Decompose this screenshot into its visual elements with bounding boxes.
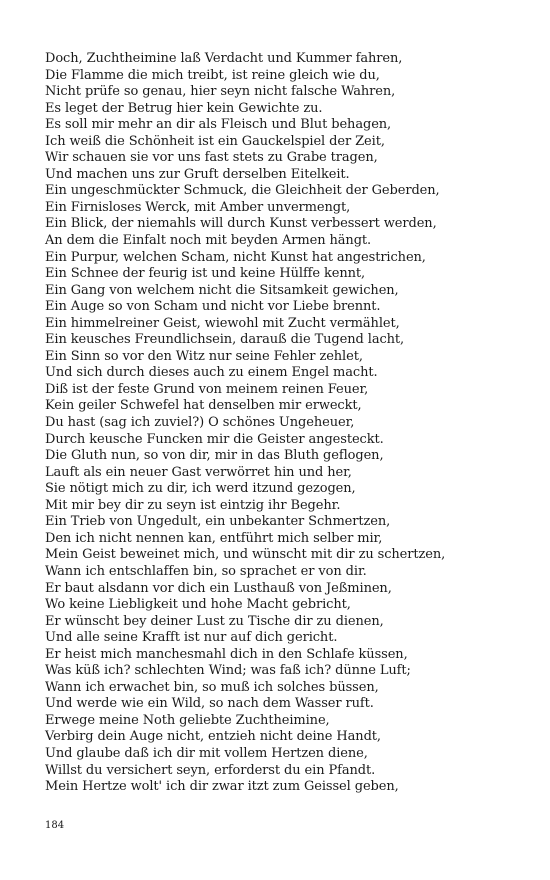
poem-line: Wir schauen sie vor uns fast stets zu Grabe tragen, — [45, 150, 378, 166]
poem-line: Und werde wie ein Wild, so nach dem Wasser ruft. — [45, 696, 374, 712]
poem-line: Wo keine Liebligkeit und hohe Macht gebricht, — [45, 597, 351, 613]
poem-line: Ein ungeschmückter Schmuck, die Gleichheit der Geberden, — [45, 183, 440, 199]
poem-line: Und alle seine Krafft ist nur auf dich gericht. — [45, 630, 338, 646]
poem-line: Er heist mich manchesmahl dich in den Schlafe küssen, — [45, 646, 408, 662]
poem-line: Ein Purpur, welchen Scham, nicht Kunst hat angestrichen, — [45, 249, 426, 265]
page-number: 184 — [45, 820, 65, 831]
poem-line: Du hast (sag ich zuviel?) O schönes Ungeheuer, — [45, 415, 355, 431]
poem-line: Ich weiß die Schönheit ist ein Gauckelspiel der Zeit, — [45, 133, 385, 149]
poem-line: Was küß ich? schlechten Wind; was faß ich? dünne Luft; — [45, 663, 411, 679]
poem-line: Es soll mir mehr an dir als Fleisch und Blut behagen, — [45, 117, 392, 133]
poem-line: Er wünscht bey deiner Lust zu Tische dir zu dienen, — [45, 613, 384, 629]
poem-line: Wann ich entschlaffen bin, so sprachet er von dir. — [45, 563, 367, 579]
poem-line: Ein Firnisloses Werck, mit Amber unvermengt, — [45, 199, 351, 215]
poem-line: Ein Trieb von Ungedult, ein unbekanter Schmertzen, — [45, 514, 391, 530]
poem-line: Willst du versichert seyn, erforderst du ein Pfandt. — [45, 762, 376, 778]
poem-text — [45, 51, 525, 796]
poem-line: Ein Gang von welchem nicht die Sitsamkeit gewichen, — [45, 282, 399, 298]
poem-line: Die Gluth nun, so von dir, mir in das Bluth geflogen, — [45, 448, 384, 464]
poem-line: An dem die Einfalt noch mit beyden Armen hängt. — [45, 233, 372, 249]
poem-line: Mein Hertze wolt' ich dir zwar itzt zum Geissel geben, — [45, 779, 399, 795]
poem-line: Durch keusche Funcken mir die Geister angesteckt. — [45, 431, 384, 447]
poem-line: Erwege meine Noth geliebte Zuchtheimine, — [45, 712, 330, 728]
poem-line: Nicht prüfe so genau, hier seyn nicht falsche Wahren, — [45, 84, 396, 100]
poem-line: Mein Geist beweinet mich, und wünscht mit dir zu schertzen, — [45, 547, 446, 563]
poem-line: Wann ich erwachet bin, so muß ich solches büssen, — [45, 679, 379, 695]
poem-line: Ein Blick, der niemahls will durch Kunst verbessert werden, — [45, 216, 437, 232]
poem-line: Ein Schnee der feurig ist und keine Hülffe kennt, — [45, 266, 366, 282]
poem-line: Und machen uns zur Gruft derselben Eitelkeit. — [45, 166, 350, 182]
poem-line: Er baut alsdann vor dich ein Lusthauß von Jeßminen, — [45, 580, 392, 596]
poem-line: Ein Sinn so vor den Witz nur seine Fehler zehlet, — [45, 348, 363, 364]
poem-line: Ein Auge so von Scham und nicht vor Liebe brennt. — [45, 299, 381, 315]
poem-line: Verbirg dein Auge nicht, entzieh nicht deine Handt, — [45, 729, 381, 745]
poem-line: Es leget der Betrug hier kein Gewichte zu. — [45, 100, 323, 116]
poem-line: Und sich durch dieses auch zu einem Engel macht. — [45, 365, 378, 381]
poem-line: Und glaube daß ich dir mit vollem Hertzen diene, — [45, 745, 368, 761]
poem-line: Sie nötigt mich zu dir, ich werd itzund gezogen, — [45, 481, 356, 497]
poem-line: Mit mir bey dir zu seyn ist eintzig ihr Begehr. — [45, 497, 341, 513]
poem-line: Kein geiler Schwefel hat denselben mir erweckt, — [45, 398, 362, 414]
poem-line: Die Flamme die mich treibt, ist reine gleich wie du, — [45, 67, 380, 83]
poem-line: Lauft als ein neuer Gast verwörret hin und her, — [45, 464, 352, 480]
poem-line: Diß ist der feste Grund von meinem reinen Feuer, — [45, 381, 369, 397]
poem-line: Ein himmelreiner Geist, wiewohl mit Zucht vermählet, — [45, 315, 400, 331]
poem-line: Den ich nicht nennen kan, entführt mich selber mir, — [45, 530, 383, 546]
poem-line: Doch, Zuchtheimine laß Verdacht und Kummer fahren, — [45, 51, 403, 66]
poem-line: Ein keusches Freundlichsein, darauß die Tugend lacht, — [45, 332, 405, 348]
